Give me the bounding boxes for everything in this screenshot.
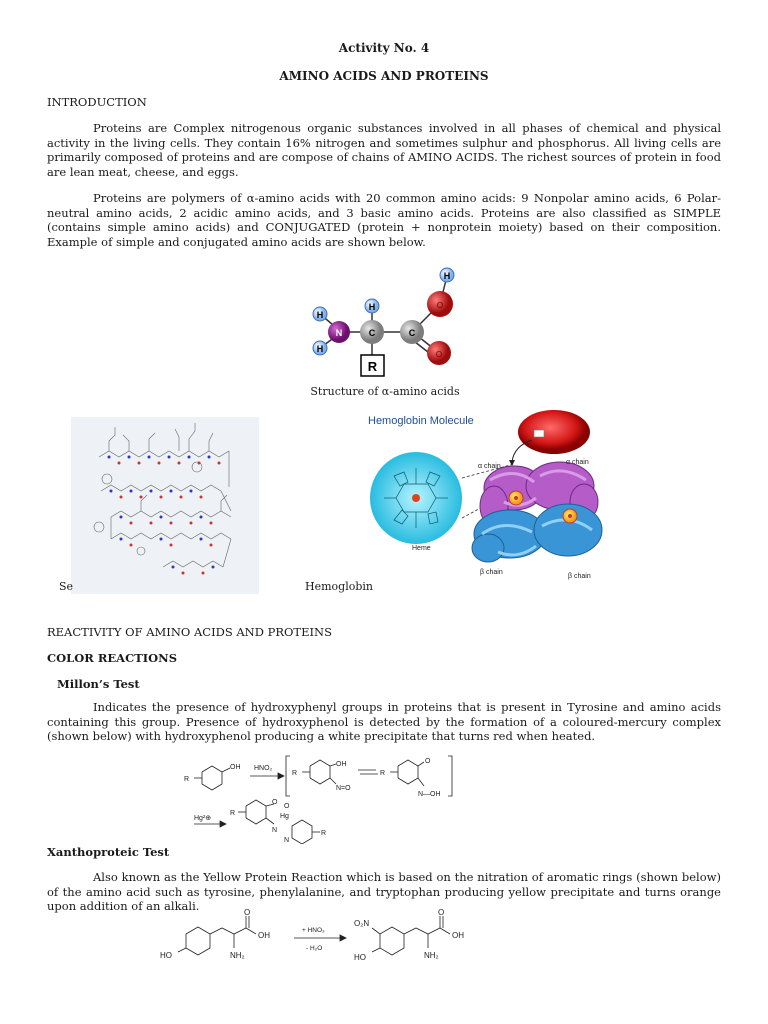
svg-text:O: O bbox=[272, 799, 278, 806]
hemoglobin-figure bbox=[364, 406, 626, 586]
svg-text:R: R bbox=[321, 830, 327, 837]
svg-text:N: N bbox=[272, 827, 278, 834]
document-title: AMINO ACIDS AND PROTEINS bbox=[279, 69, 489, 83]
section-reactivity: REACTIVITY OF AMINO ACIDS AND PROTEINS bbox=[47, 625, 332, 639]
svg-text:R: R bbox=[292, 770, 298, 777]
svg-text:N—OH: N—OH bbox=[418, 791, 441, 798]
activity-title: Activity No. 4 bbox=[338, 41, 430, 55]
svg-text:H: H bbox=[443, 271, 451, 281]
svg-text:R: R bbox=[367, 359, 378, 374]
heading-millons-test: Millon’s Test bbox=[57, 677, 140, 691]
svg-text:C: C bbox=[368, 328, 376, 338]
hemoglobin-caption: Hemoglobin bbox=[305, 580, 373, 593]
svg-text:NH₂: NH₂ bbox=[230, 951, 245, 960]
amino-acid-caption: Structure of α-amino acids bbox=[310, 385, 460, 398]
svg-text:O: O bbox=[244, 908, 251, 917]
svg-text:N: N bbox=[335, 328, 343, 338]
svg-text:H: H bbox=[368, 302, 376, 312]
paragraph-xanthoproteic-test: Also known as the Yellow Protein Reaction which is based on the nitration of aromatic rings (shown below) of the amino acid such as tyrosine, phenylalanine, and tryptophan producing yellow precipitate and turns orange upon addition of an alkali. bbox=[47, 870, 721, 914]
hemoglobin-title: Hemoglobin Molecule bbox=[368, 415, 474, 427]
svg-text:HO: HO bbox=[354, 953, 366, 962]
paragraph-proteins-polymers: Proteins are polymers of α-amino acids with 20 common amino acids: 9 Nonpolar amino acids, 6 Polar-neutral amino acids, 2 acidic amino acids, and 3 basic amino acids. Proteins are also classified as SIMPLE (contains simple amino acids) and CONJUGATED (protein + nonprotein moiety) based on their composition. Example of simple and conjugated amino acids are shown below. bbox=[47, 191, 721, 249]
paragraph-millons-test: Indicates the presence of hydroxyphenyl groups in proteins that is present in Tyrosine and amino acids containing this group. Presence of hydroxyphenol is detected by the formation of a coloured-mercury complex (shown below) with hydroxyphenol producing a white precipitate that turns red when heated. bbox=[47, 700, 721, 744]
svg-text:R: R bbox=[380, 770, 386, 777]
beta-chain-label: β chain bbox=[480, 569, 503, 576]
svg-text:O: O bbox=[438, 908, 445, 917]
svg-text:O: O bbox=[435, 350, 443, 359]
svg-text:N: N bbox=[284, 837, 290, 844]
svg-text:NH₂: NH₂ bbox=[424, 951, 439, 960]
svg-text:HNO₂: HNO₂ bbox=[254, 765, 273, 772]
svg-text:C: C bbox=[408, 328, 416, 338]
amino-acid-structure-figure bbox=[300, 262, 470, 382]
simple-protein-figure bbox=[71, 417, 259, 594]
svg-text:R: R bbox=[230, 810, 236, 817]
svg-text:OH: OH bbox=[452, 931, 464, 940]
xanthoproteic-reaction-scheme bbox=[158, 908, 498, 970]
svg-text:HO: HO bbox=[160, 951, 172, 960]
svg-text:- H₂O: - H₂O bbox=[306, 945, 323, 952]
beta-chain-label: β chain bbox=[568, 573, 591, 580]
paragraph-proteins-intro: Proteins are Complex nitrogenous organic substances involved in all phases of chemical and physical activity in the living cells. They contain 16% nitrogen and sometimes sulphur and phosphorus. All living cells are primarily composed of proteins and are compose of chains of AMINO ACIDS. The richest sources of protein in food are lean meat, cheese, and eggs. bbox=[47, 121, 721, 179]
alpha-chain-label: α chain bbox=[478, 463, 501, 470]
svg-text:R: R bbox=[184, 776, 190, 783]
millon-reaction-scheme bbox=[180, 752, 480, 844]
simple-protein-caption: Se bbox=[59, 580, 74, 593]
svg-text:OH: OH bbox=[258, 931, 270, 940]
svg-text:H: H bbox=[316, 344, 324, 354]
svg-text:OH: OH bbox=[230, 764, 241, 771]
svg-text:O: O bbox=[425, 758, 431, 765]
alpha-chain-label: α chain bbox=[566, 459, 589, 466]
heme-label: Heme bbox=[412, 545, 431, 552]
section-color-reactions: COLOR REACTIONS bbox=[47, 651, 178, 665]
section-introduction: INTRODUCTION bbox=[47, 95, 147, 109]
red-blood-cell bbox=[518, 410, 590, 454]
svg-text:O₂N: O₂N bbox=[354, 919, 370, 928]
heading-xanthoproteic-test: Xanthoproteic Test bbox=[47, 845, 170, 859]
svg-text:Hg²⊕: Hg²⊕ bbox=[194, 815, 212, 822]
svg-text:H: H bbox=[316, 310, 324, 320]
svg-text:+ HNO₃: + HNO₃ bbox=[302, 927, 325, 934]
svg-text:OH: OH bbox=[336, 761, 347, 768]
svg-text:O: O bbox=[284, 803, 290, 810]
svg-text:N=O: N=O bbox=[336, 785, 351, 792]
svg-text:Hg: Hg bbox=[280, 813, 289, 820]
svg-text:O: O bbox=[436, 301, 444, 310]
